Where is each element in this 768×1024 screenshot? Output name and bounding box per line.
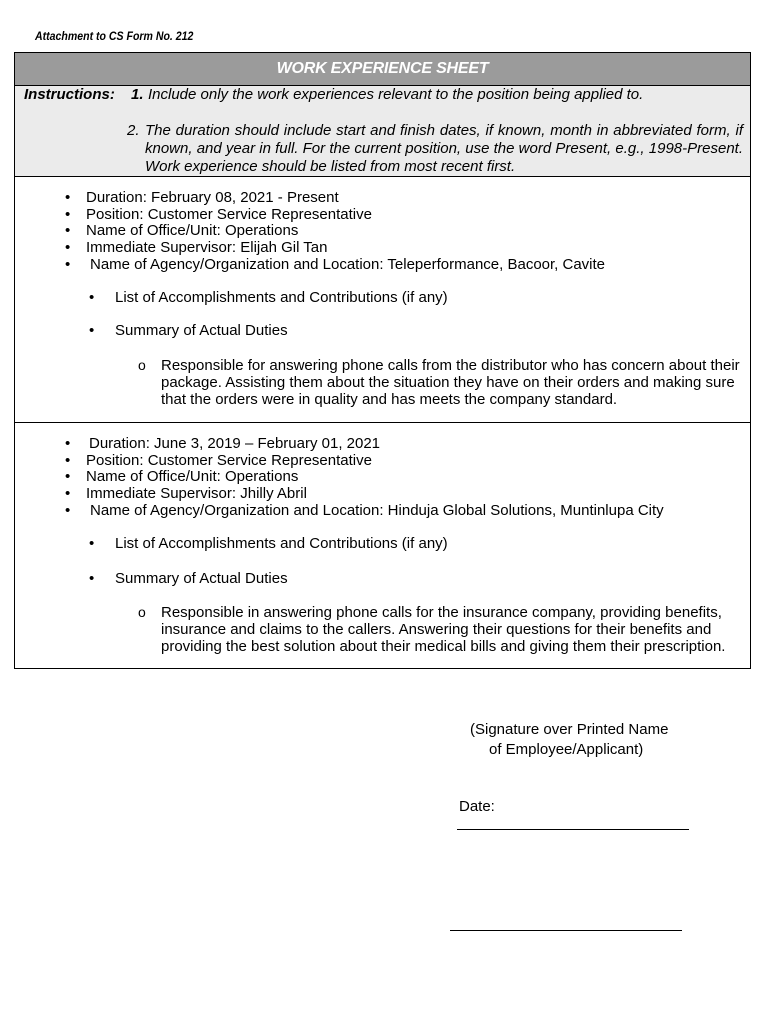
bullet-icon: • — [65, 502, 71, 519]
work-entry — [15, 423, 750, 669]
entry-duties-label: Summary of Actual Duties — [115, 322, 288, 339]
work-entry — [15, 177, 750, 423]
entry-duty-text: Responsible for answering phone calls from the distributor who has concern about their package. Assisting them about the situation they have on their orders and making sure that the orders were in quality and has meets the company standard. — [161, 357, 740, 408]
bullet-icon: • — [89, 322, 95, 339]
bullet-icon: • — [89, 289, 95, 306]
entry-accomplishments-label: List of Accomplishments and Contributions (if any) — [115, 535, 448, 552]
entry-office: Name of Office/Unit: Operations — [86, 222, 299, 239]
bullet-icon: • — [65, 239, 71, 256]
signature-caption-line1: (Signature over Printed Name — [470, 721, 669, 738]
date-label: Date: — [459, 798, 495, 815]
instructions-label: Instructions: — [24, 86, 115, 103]
bullet-icon: • — [89, 570, 95, 587]
bullet-icon: • — [65, 206, 71, 223]
bullet-icon: • — [65, 468, 71, 485]
signature-caption-line2: of Employee/Applicant) — [489, 741, 644, 758]
sheet-title: WORK EXPERIENCE SHEET — [15, 53, 750, 86]
bullet-icon: • — [65, 189, 71, 206]
bullet-icon: • — [65, 452, 71, 469]
entry-duty-text: Responsible in answering phone calls for the insurance company, providing benefits, insurance and claims to the callers. Answering their questions for their benefits and providing the best solution about their medical bills and giving them their prescription. — [161, 604, 726, 655]
entry-accomplishments-label: List of Accomplishments and Contributions (if any) — [115, 289, 448, 306]
entry-agency: Name of Agency/Organization and Location: Teleperformance, Bacoor, Cavite — [90, 256, 606, 273]
bullet-icon: • — [65, 222, 71, 239]
entry-agency: Name of Agency/Organization and Location: Hinduja Global Solutions, Muntinlupa City — [90, 502, 664, 519]
sub-bullet-icon: o — [138, 357, 146, 373]
entry-duties-label: Summary of Actual Duties — [115, 570, 288, 587]
entry-supervisor: Immediate Supervisor: Jhilly Abril — [86, 485, 307, 502]
attachment-label: Attachment to CS Form No. 212 — [35, 29, 194, 43]
entry-office: Name of Office/Unit: Operations — [86, 468, 299, 485]
entry-position: Position: Customer Service Representative — [86, 452, 372, 469]
entry-position: Position: Customer Service Representative — [86, 206, 372, 223]
bullet-icon: • — [65, 256, 71, 273]
instruction-number-2: 2. — [127, 122, 140, 139]
instruction-text-1: Include only the work experiences relevant to the position being applied to. — [148, 86, 644, 103]
entry-supervisor: Immediate Supervisor: Elijah Gil Tan — [86, 239, 328, 256]
signature-line — [450, 930, 682, 931]
work-experience-sheet — [14, 52, 751, 669]
sub-bullet-icon: o — [138, 604, 146, 620]
entry-duration: Duration: February 08, 2021 - Present — [86, 189, 339, 206]
instruction-text-2: The duration should include start and finish dates, if known, month in abbreviated form, if known, and year in full. For the current position, use the word Present, e.g., 1998-Present. Work experience should be listed from most recent first. — [145, 122, 743, 175]
date-line — [457, 829, 689, 830]
entry-duration: Duration: June 3, 2019 – February 01, 2021 — [89, 435, 381, 452]
bullet-icon: • — [65, 485, 71, 502]
bullet-icon: • — [89, 535, 95, 552]
bullet-icon: • — [65, 435, 71, 452]
instructions-panel — [15, 86, 750, 177]
instruction-number-1: 1. — [131, 86, 144, 103]
